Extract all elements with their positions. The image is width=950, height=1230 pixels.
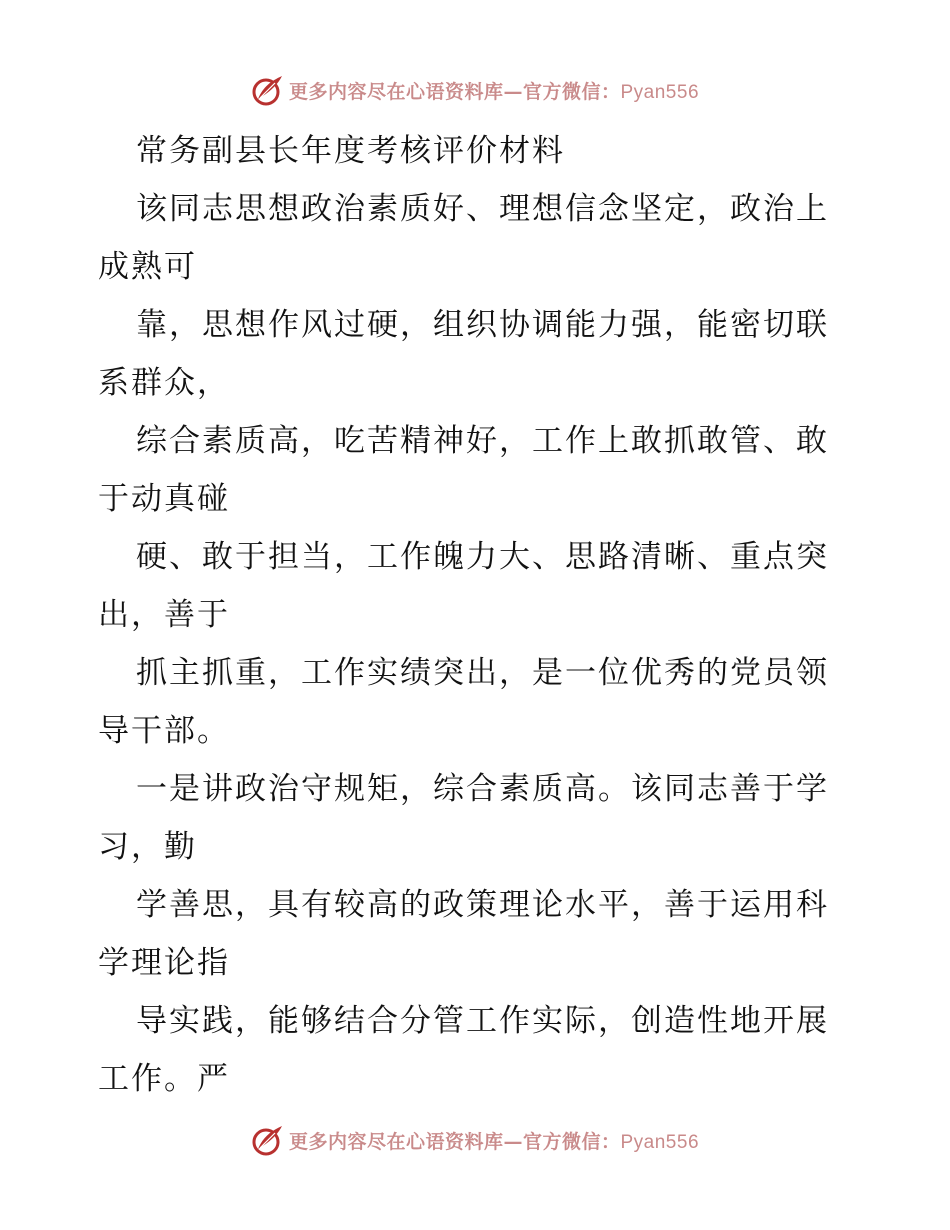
footer-banner xyxy=(0,1120,950,1160)
paragraph xyxy=(98,296,868,412)
paragraph-line: 出，善于 xyxy=(98,597,230,633)
paragraph xyxy=(98,412,868,528)
paragraph-line: 成熟可 xyxy=(98,249,197,285)
paragraph-line: 学善思，具有较高的政策理论水平，善于运用科 xyxy=(136,887,829,923)
paragraph-line: 于动真碰 xyxy=(98,481,230,517)
paragraph-line: 靠，思想作风过硬，组织协调能力强，能密切联 xyxy=(136,307,829,343)
paragraph-line: 工作。严 xyxy=(98,1061,230,1097)
wechat-id: Pyan556 xyxy=(620,1131,700,1153)
paragraph xyxy=(98,180,868,296)
paragraph-line: 该同志思想政治素质好、理想信念坚定，政治上 xyxy=(136,191,829,227)
paragraph-line: 习，勤 xyxy=(98,829,197,865)
header-banner xyxy=(0,70,950,110)
feather-pen-logo-icon xyxy=(251,73,285,107)
paragraph-line: 导干部。 xyxy=(98,713,230,749)
footer-banner-text: 更多内容尽在心语资料库—官方微信：Pyan556 xyxy=(288,1130,700,1153)
header-banner-text: 更多内容尽在心语资料库—官方微信：Pyan556 xyxy=(288,80,700,103)
paragraph xyxy=(98,528,868,644)
paragraph-line: 导实践，能够结合分管工作实际，创造性地开展 xyxy=(136,1003,829,1039)
paragraph-line: 学理论指 xyxy=(98,945,230,981)
paragraph-line: 硬、敢于担当，工作魄力大、思路清晰、重点突 xyxy=(136,539,829,575)
wechat-id: Pyan556 xyxy=(620,81,700,103)
paragraph xyxy=(98,992,868,1108)
paragraph xyxy=(98,876,868,992)
paragraph-line: 抓主抓重，工作实绩突出，是一位优秀的党员领 xyxy=(136,655,829,691)
document-body xyxy=(98,122,868,1108)
feather-pen-logo-icon xyxy=(251,1123,285,1157)
paragraph-line: 一是讲政治守规矩，综合素质高。该同志善于学 xyxy=(136,771,829,807)
paragraph xyxy=(98,644,868,760)
paragraph xyxy=(98,760,868,876)
paragraph-line: 综合素质高，吃苦精神好，工作上敢抓敢管、敢 xyxy=(136,423,829,459)
paragraph-line: 系群众， xyxy=(98,365,230,401)
document-title: 常务副县长年度考核评价材料 xyxy=(136,133,565,169)
